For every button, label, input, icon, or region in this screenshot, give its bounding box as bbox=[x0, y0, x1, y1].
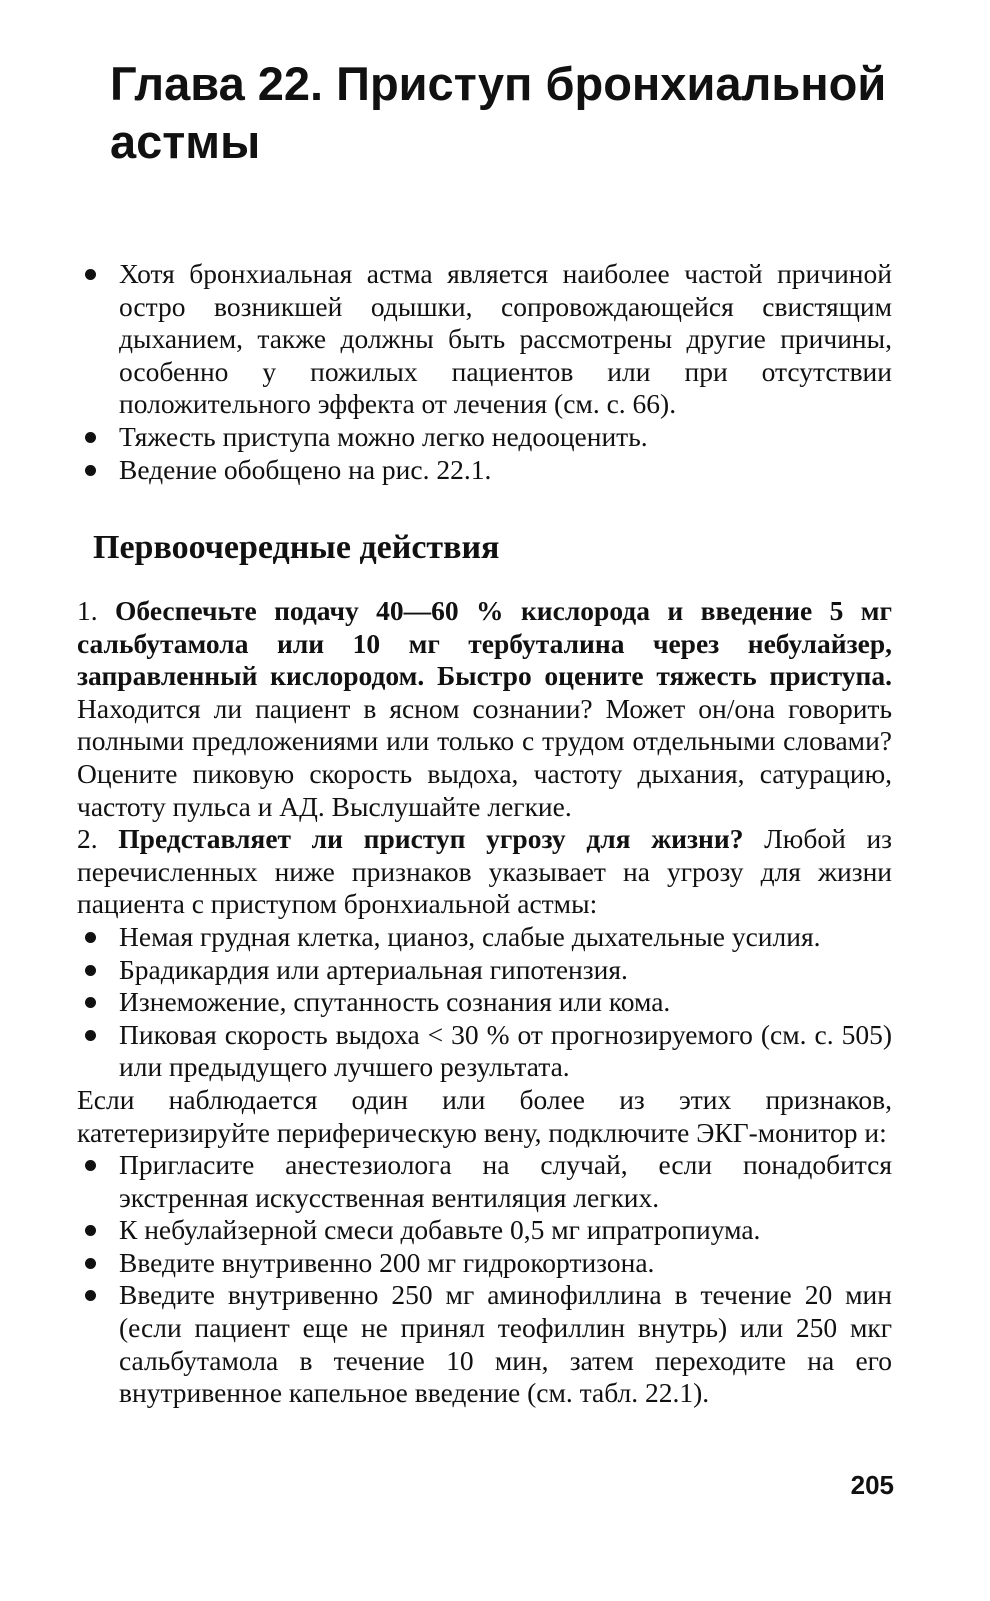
step-1-number: 1. bbox=[77, 595, 98, 626]
sign-item bbox=[77, 954, 892, 987]
sign-text: Пиковая скорость выдоха < 30 % от прогнозируемого (см. с. 505) или предыдущего лучшего результата. bbox=[119, 1018, 892, 1083]
step-1-paragraph bbox=[77, 595, 892, 823]
bullet-icon bbox=[85, 1290, 96, 1301]
page-number: 205 bbox=[850, 1470, 894, 1500]
bullet-icon bbox=[85, 1030, 96, 1041]
step-1-bold-text: Обеспечьте подачу 40—60 % кислорода и введение 5 мг сальбутамола или 10 мг тербуталина через небулайзер, заправленный кислородом. Быстро оцените тяжесть приступа. bbox=[77, 595, 892, 692]
step-1-text: Находится ли пациент в ясном сознании? Может он/она говорить полными предложениями или только с трудом отдельными словами? Оцените пиковую скорость выдоха, частоту дыхания, сатурацию, частоту пульса и АД. Выслушайте легкие. bbox=[77, 692, 892, 822]
bullet-icon bbox=[85, 1225, 96, 1236]
action-text: К небулайзерной смеси добавьте 0,5 мг ипратропиума. bbox=[119, 1214, 761, 1246]
action-text: Пригласите анестезиолога на случай, если понадобится экстренная искусственная вентиляция легких. bbox=[119, 1149, 892, 1213]
bullet-icon bbox=[85, 965, 96, 976]
bullet-icon bbox=[85, 932, 96, 943]
action-item bbox=[77, 1279, 892, 1409]
section-heading: Первоочередные действия bbox=[93, 529, 500, 566]
intro-bullet-text: Тяжесть приступа можно легко недооценить. bbox=[119, 420, 648, 452]
sign-text: Брадикардия или артериальная гипотензия. bbox=[119, 953, 628, 985]
chapter-title: Глава 22. Приступ бронхиальной астмы bbox=[110, 57, 887, 168]
sign-item bbox=[77, 1019, 892, 1084]
action-item bbox=[77, 1214, 892, 1247]
step-2-bold-text: Представляет ли приступ угрозу для жизни? bbox=[118, 823, 744, 855]
intro-bullet-item bbox=[77, 421, 892, 454]
action-text: Введите внутривенно 200 мг гидрокортизона. bbox=[119, 1246, 655, 1278]
action-text: Введите внутривенно 250 мг аминофиллина в течение 20 мин (если пациент еще не принял теофиллин внутрь) или 250 мкг сальбутамола в течение 10 мин, затем переходите на его внутривенное капельное введение (см. табл. 22.1). bbox=[119, 1279, 892, 1409]
action-item bbox=[77, 1149, 892, 1214]
first-actions-section bbox=[77, 595, 892, 1410]
step-2-text: Любой из перечисленных ниже признаков указывает на угрозу для жизни пациента с приступом бронхиальной астмы: bbox=[77, 823, 893, 920]
step-2-paragraph bbox=[77, 823, 892, 921]
sign-text: Изнеможение, спутанность сознания или кома. bbox=[119, 986, 671, 1018]
action-item bbox=[77, 1247, 892, 1280]
bullet-icon bbox=[85, 1258, 96, 1269]
sign-text: Немая грудная клетка, цианоз, слабые дыхательные усилия. bbox=[119, 920, 821, 952]
followup-paragraph: Если наблюдается один или более из этих признаков, катетеризируйте периферическую вену, подключите ЭКГ-монитор и: bbox=[77, 1083, 892, 1148]
intro-bullet-list bbox=[77, 258, 892, 486]
step-2-number: 2. bbox=[77, 823, 98, 855]
life-threat-signs-list bbox=[77, 921, 892, 1084]
intro-bullet-item bbox=[77, 258, 892, 421]
intro-bullet-text: Хотя бронхиальная астма является наиболее частой причиной остро возникшей одышки, сопровождающейся свистящим дыханием, также должны быть рассмотрены другие причины, особенно у пожилых пациентов или при отсутствии положительного эффекта от лечения (см. с. 66). bbox=[119, 258, 892, 420]
sign-item bbox=[77, 921, 892, 954]
intro-bullet-item bbox=[77, 454, 892, 487]
bullet-icon bbox=[85, 997, 96, 1008]
bullet-icon bbox=[85, 465, 96, 476]
intro-bullet-text: Ведение обобщено на рис. 22.1. bbox=[119, 453, 492, 485]
emergency-actions-list bbox=[77, 1149, 892, 1410]
sign-item bbox=[77, 986, 892, 1019]
bullet-icon bbox=[85, 1160, 96, 1171]
bullet-icon bbox=[85, 269, 96, 280]
bullet-icon bbox=[85, 432, 96, 443]
